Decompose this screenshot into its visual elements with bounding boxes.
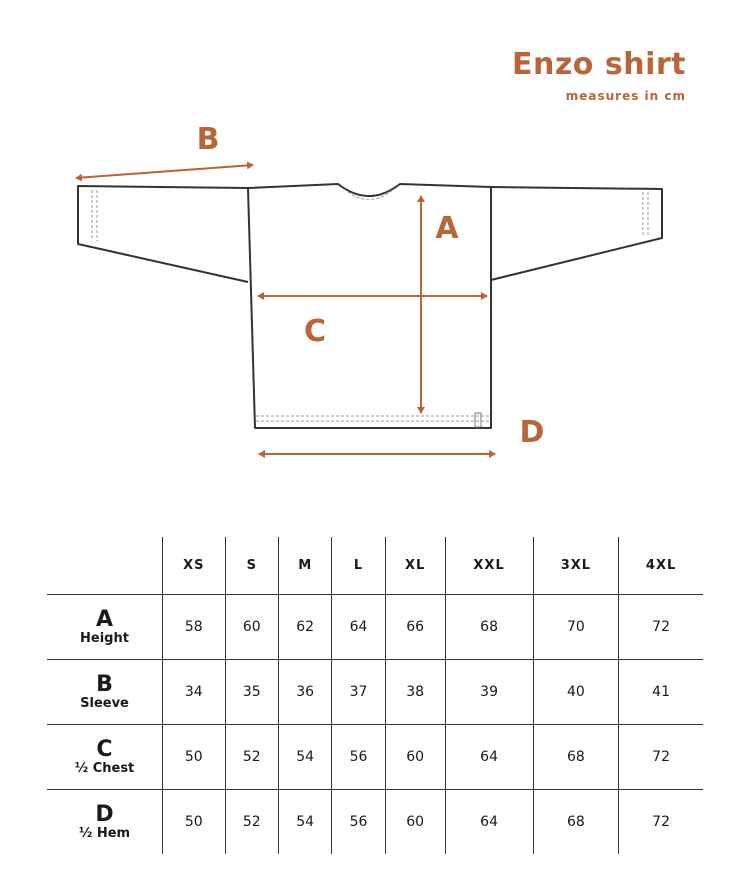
row-letter: D: [95, 801, 114, 827]
size-header: XS: [163, 537, 226, 595]
label-a: A: [435, 211, 459, 246]
size-header: 3XL: [533, 537, 619, 595]
table-cell: 62: [278, 595, 331, 660]
arrow-b: [76, 165, 253, 178]
size-header-row: [47, 537, 703, 595]
table-cell: 72: [619, 595, 703, 660]
table-cell: 41: [619, 660, 703, 725]
size-header: 4XL: [619, 537, 703, 595]
page-subtitle: measures in cm: [565, 89, 686, 103]
label-b: B: [196, 122, 220, 157]
table-cell: 70: [533, 595, 619, 660]
table-cell: 35: [225, 660, 278, 725]
table-cell: 60: [385, 790, 445, 855]
table-cell: 64: [332, 595, 385, 660]
table-cell: 40: [533, 660, 619, 725]
table-cell: 52: [225, 790, 278, 855]
table-cell: 50: [163, 790, 226, 855]
corner-cell: [47, 537, 163, 595]
row-header: [47, 595, 163, 660]
stitching: [92, 189, 648, 421]
table-cell: 50: [163, 725, 226, 790]
row-header: [47, 725, 163, 790]
table-cell: 60: [225, 595, 278, 660]
table-row: [47, 595, 703, 660]
table-cell: 34: [163, 660, 226, 725]
size-header: S: [225, 537, 278, 595]
table-cell: 60: [385, 725, 445, 790]
right-sleeve-outline: [491, 187, 662, 280]
table-cell: 64: [445, 725, 533, 790]
table-cell: 68: [533, 790, 619, 855]
row-letter: C: [96, 736, 113, 762]
size-header: XL: [385, 537, 445, 595]
table-cell: 68: [533, 725, 619, 790]
table-cell: 54: [278, 790, 331, 855]
hem-tab: [475, 413, 481, 427]
size-header: XXL: [445, 537, 533, 595]
row-header: [47, 660, 163, 725]
table-row: [47, 790, 703, 855]
table-cell: 66: [385, 595, 445, 660]
row-label: Sleeve: [80, 695, 129, 711]
table-cell: 38: [385, 660, 445, 725]
table-cell: 72: [619, 725, 703, 790]
table-cell: 36: [278, 660, 331, 725]
page-title: Enzo shirt: [512, 47, 686, 82]
measurement-arrows: [76, 165, 495, 454]
table-row: [47, 660, 703, 725]
table-cell: 56: [332, 725, 385, 790]
row-label: ½ Chest: [74, 760, 135, 776]
table-cell: 72: [619, 790, 703, 855]
row-letter: A: [95, 606, 114, 632]
left-sleeve-outline: [78, 186, 248, 282]
row-label: Height: [80, 630, 129, 646]
collar-stitch: [344, 189, 394, 200]
table-cell: 58: [163, 595, 226, 660]
table-cell: 52: [225, 725, 278, 790]
label-c: C: [303, 314, 327, 349]
row-label: ½ Hem: [78, 825, 131, 841]
table-cell: 64: [445, 790, 533, 855]
table-cell: 39: [445, 660, 533, 725]
table-cell: 54: [278, 725, 331, 790]
row-header: [47, 790, 163, 855]
row-letter: B: [96, 671, 113, 697]
table-cell: 37: [332, 660, 385, 725]
size-table: [47, 537, 703, 854]
table-cell: 68: [445, 595, 533, 660]
table-row: [47, 725, 703, 790]
table-cell: 56: [332, 790, 385, 855]
size-header: M: [278, 537, 331, 595]
label-d: D: [519, 415, 545, 450]
size-header: L: [332, 537, 385, 595]
shirt-outline: [78, 184, 662, 428]
